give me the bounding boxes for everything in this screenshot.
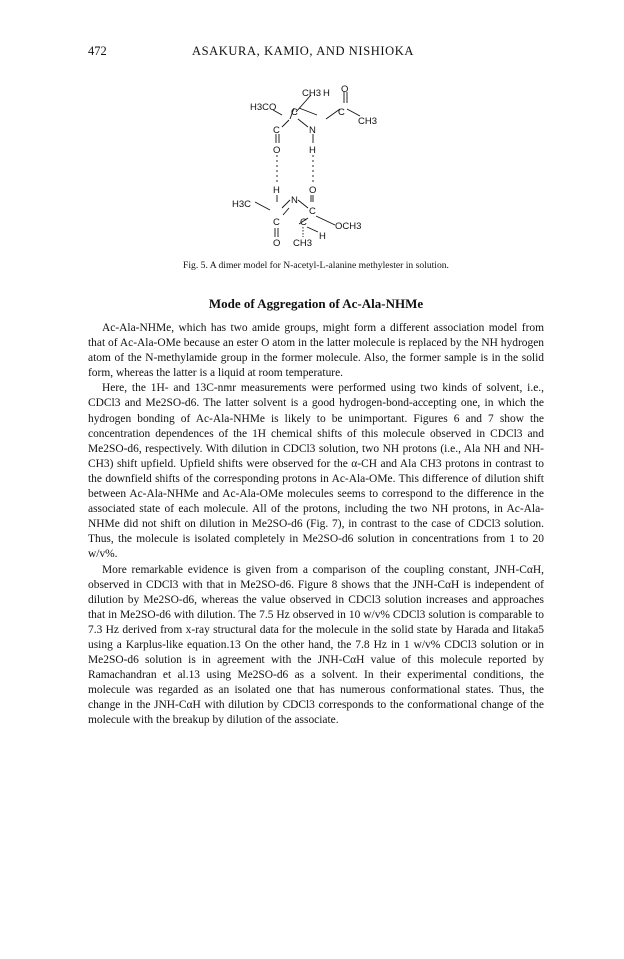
- atom-o-bottom: O: [273, 238, 281, 249]
- paragraph-1: Ac-Ala-NHMe, which has two amide groups, might form a different association model from that of Ac-Ala-OMe because an ester O atom in the latter molecule is replaced by the NH hydrogen atom of the N-methylamide group in the former molecule. Also, the former sample is in the solid form, whereas the latter is a liquid at room temperature.: [88, 322, 544, 380]
- page-number: 472: [88, 44, 107, 58]
- atom-n-bottom: N: [291, 195, 298, 206]
- atom-h-bottom: H: [319, 231, 326, 242]
- atom-h-left-bottom: H: [273, 185, 280, 196]
- atom-c-carbonyl-bottom-right: C: [309, 206, 316, 217]
- page-header: [88, 44, 544, 64]
- running-head: ASAKURA, KAMIO, AND NISHIOKA: [192, 44, 415, 58]
- atom-c-carbonyl-left: C: [273, 125, 280, 136]
- dimer-structure-figure: [190, 82, 430, 252]
- paragraph-2: Here, the 1H- and 13C-nmr measurements were performed using two kinds of solvent, i.e., CDCl3 and Me2SO-d6. The latter solvent is a good hydrogen-bond-accepting one, in which the hydrogen bonding of Ac-Ala-NHMe is likely to be unimportant. Figures 6 and 7 show the concentration dependences of the 1H chemical shifts of this molecule observed in CDCl3 and Me2SO-d6, respectively. With dilution in CDCl3 solution, two NH protons (i.e., Ala NH and NH-CH3) shift upfield. Upfield shifts were observed for the α-CH and Ala CH3 protons in contrast to the downfield shifts of the corresponding protons in Ac-Ala-OMe. This difference of dilution shift between Ac-Ala-NHMe and Ac-Ala-OMe molecules seems to correspond to the difference in the associated state of each molecule. All of the protons, including the two NH protons, in Ac-Ala-NHMe did not shift on dilution in Me2SO-d6 (Fig. 7), in contrast to the case of CDCl3 solution. Thus, the molecule is isolated completely in Me2SO-d6 solution in concentrations from 1 to 20 w/v%.: [88, 382, 544, 561]
- atom-o-left-top: O: [273, 145, 281, 156]
- atom-ch3-bottom: CH3: [293, 238, 313, 249]
- atom-h-top: H: [323, 88, 330, 99]
- atom-ch3-top: CH3: [302, 88, 322, 99]
- atom-o-top-right: O: [341, 84, 349, 95]
- atom-o-right-bottom: O: [309, 185, 317, 196]
- dimer-structure-diagram: [190, 82, 430, 252]
- paragraph-3: More remarkable evidence is given from a comparison of the coupling constant, JNH-CαH, observed in CDCl3 with that in Me2SO-d6. Figure 8 shows that the JNH-CαH is independent of dilution by Me2SO-d6, whereas the value observed in CDCl3 solution increases and approaches that in Me2SO-d6 with dilution. The 7.5 Hz observed in 10 w/v% CDCl3 solution is comparable to 7.3 Hz derived from x-ray structural data for the molecule in the solid state by Harada and Iitaka5 using a Karplus-like equation.13 On the other hand, the 7.8 Hz in 1 w/v% CDCl3 solution or in Me2SO-d6 solution is in agreement with the JNH-CαH value of this molecule reported by Ramachandran et al.13 using Me2SO-d6 as a solvent. In their experimental conditions, the molecule was regarded as an isolated one that has numerous conformational states. Thus, the change in the JNH-CαH with dilution by CDCl3 corresponds to the conformational change of the molecule with the breakup by dilution of the associate.: [88, 563, 544, 727]
- atom-och3: OCH3: [335, 221, 362, 232]
- atom-h3co: H3CO: [250, 102, 277, 113]
- atom-ch3-right: CH3: [358, 116, 378, 127]
- atom-c-carbonyl-bottom-left: C: [273, 217, 280, 228]
- body-text: [88, 321, 544, 729]
- atom-c-alpha-top: C: [291, 107, 298, 118]
- figure-caption: Fig. 5. A dimer model for N-acetyl-L-alanine methylester in solution.: [183, 260, 449, 271]
- atom-h-right-top: H: [309, 145, 316, 156]
- atom-c-alpha-bottom: C: [300, 217, 307, 228]
- atom-h3c-bottom: H3C: [232, 199, 252, 210]
- atom-c-carbonyl-right: C: [338, 107, 345, 118]
- atom-n-top: N: [309, 125, 316, 136]
- section-title: Mode of Aggregation of Ac-Ala-NHMe: [208, 296, 424, 311]
